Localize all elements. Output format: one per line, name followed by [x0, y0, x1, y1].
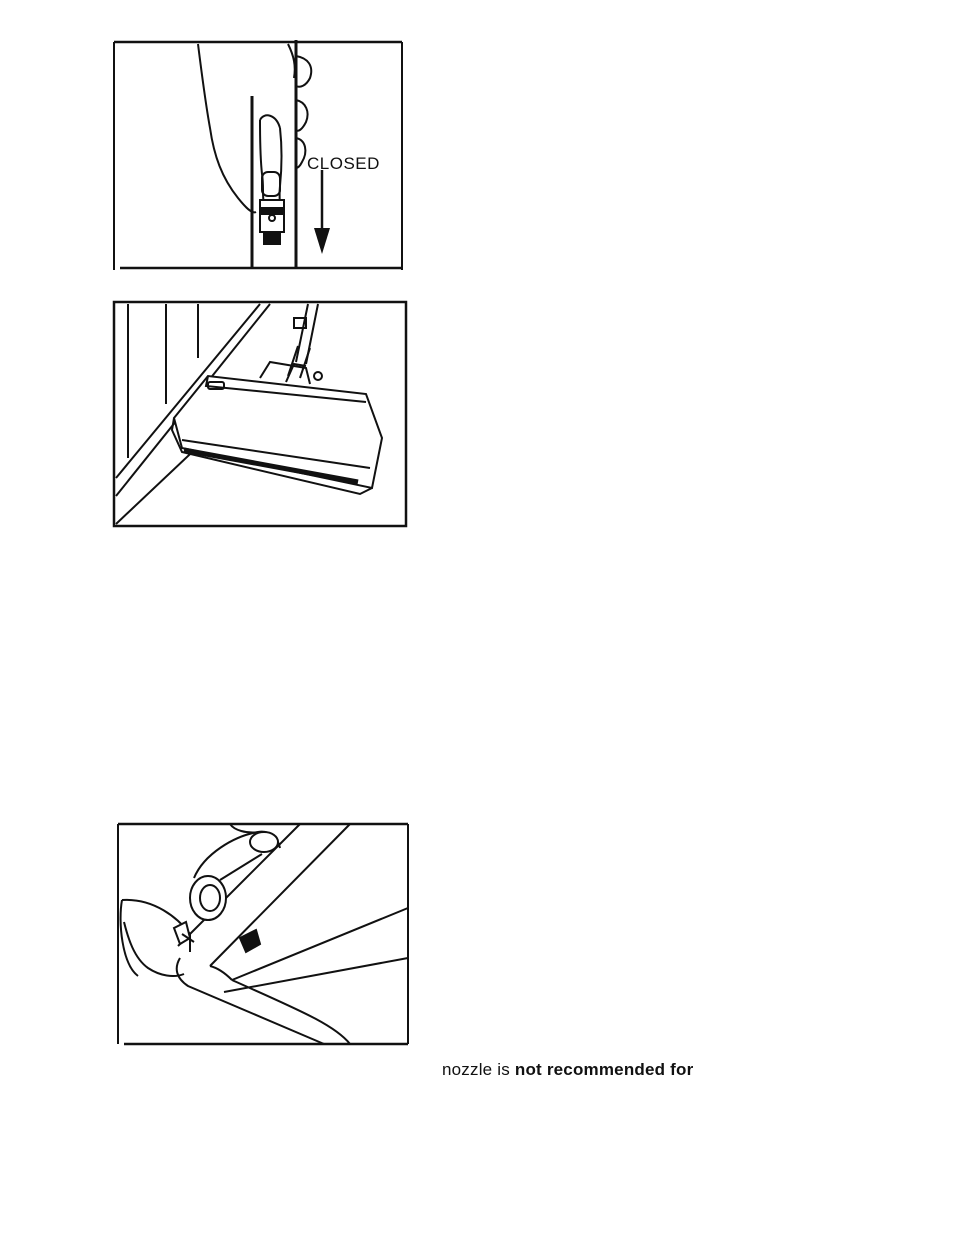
nozzle-illustration [110, 298, 410, 530]
caption-bold: not recommended for [514, 1060, 694, 1079]
closed-label: CLOSED [307, 154, 380, 173]
caption-normal: nozzle is [442, 1060, 515, 1079]
hand-slider-illustration [110, 36, 410, 274]
figure-nozzle-baseboard [110, 298, 410, 530]
caption-text [442, 1060, 693, 1080]
figure-suction-control-closed [110, 36, 410, 274]
figure-nozzle-closeup [114, 818, 414, 1050]
nozzle-closeup-illustration [114, 818, 414, 1050]
